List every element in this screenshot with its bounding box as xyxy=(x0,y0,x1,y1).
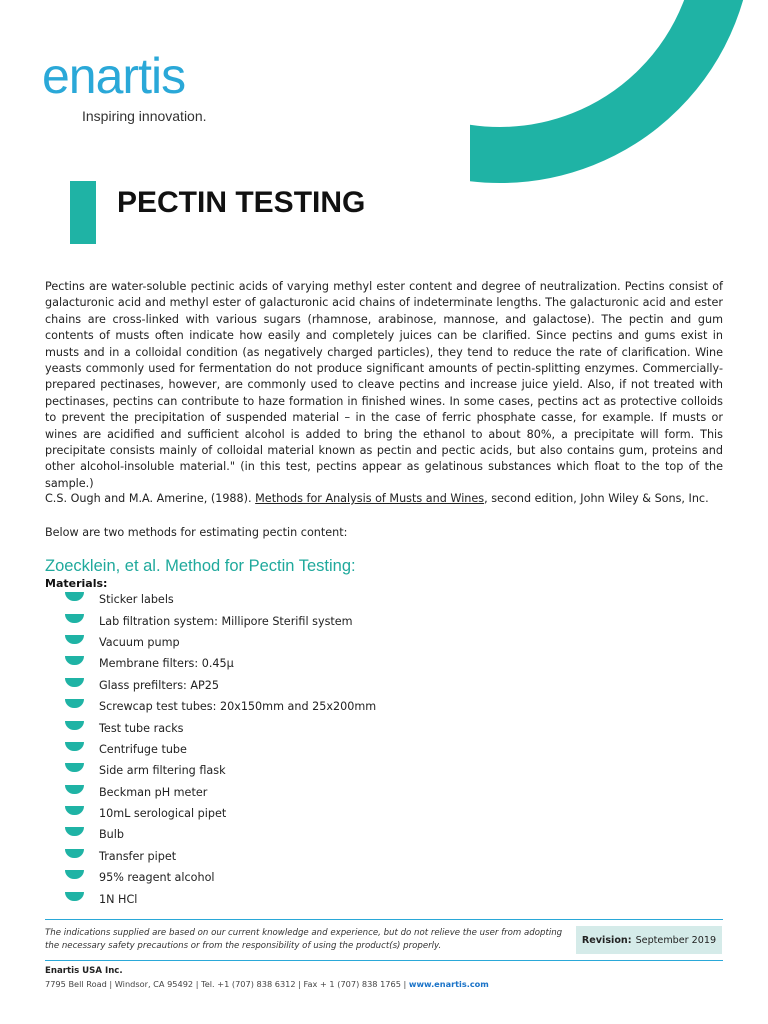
list-item xyxy=(65,867,376,888)
list-item-label: Membrane filters: 0.45µ xyxy=(99,657,234,671)
list-item xyxy=(65,782,376,803)
disclaimer: The indications supplied are based on our current knowledge and experience, but do not relieve the user from adopting the necessary safety precautions or from the responsibility of using the product(s) properly. xyxy=(45,928,563,951)
bullet-icon xyxy=(65,721,84,730)
logo-tagline: Inspiring innovation. xyxy=(82,108,207,124)
intro-paragraph: Pectins are water-soluble pectinic acids of varying methyl ester content and degree of neutralization. Pectins consist of galacturonic acid and methyl ester of galacturonic acid chains of indeterminate lengths. The galacturonic acid and ester chains are cross-linked with various sugars (rhamnose, arabinose, mannose, and galactose). The pectin and gum contents of musts often indicate how easily and completely juices can be clarified. Since pectins and gums exist in musts and in a colloidal condition (as negatively charged particles), they tend to reduce the rate of clarification. Wine yeasts commonly used for fermentation do not produce significant amounts of pectin-splitting enzymes. Commercially-prepared pectinases, however, are commonly used to cleave pectins and increase juice yield. Also, if not treated with pectinases, pectins can contribute to haze formation in finished wines. In some cases, pectins act as protective colloids to prevent the precipitation of suspended material – in the case of ferric phosphate casse, for example. If musts or wines are acidified and sufficient alcohol is added to bring the ethanol to about 80%, a precipitate will form. This precipitate consists mainly of colloidal material known as pectin and pectic acids, but also contains gum, proteins and other alcohol-insoluble material." (in this test, pectins appear as gelatinous substances which float to the top of the sample.) xyxy=(45,280,723,490)
bullet-icon xyxy=(65,678,84,687)
list-item xyxy=(65,846,376,867)
arc-shape xyxy=(470,0,725,155)
decorative-arc xyxy=(470,0,768,210)
website-link[interactable]: www.enartis.com xyxy=(408,979,489,989)
citation xyxy=(45,491,723,507)
title-accent-bar xyxy=(70,181,96,244)
list-item xyxy=(65,803,376,824)
citation-book-title: Methods for Analysis of Musts and Wines xyxy=(255,492,485,505)
footer-divider-bottom xyxy=(45,960,723,961)
bullet-icon xyxy=(65,849,84,858)
list-item xyxy=(65,653,376,674)
list-item-label: Centrifuge tube xyxy=(99,742,187,756)
list-item-label: Screwcap test tubes: 20x150mm and 25x200mm xyxy=(99,700,377,714)
list-item-label: 1N HCl xyxy=(99,892,138,906)
list-item xyxy=(65,824,376,845)
list-item-label: Test tube racks xyxy=(99,721,184,735)
bullet-icon xyxy=(65,614,84,623)
citation-rest: , second edition, John Wiley & Sons, Inc. xyxy=(484,492,709,505)
revision-label: Revision: xyxy=(581,934,632,946)
list-item xyxy=(65,675,376,696)
list-item xyxy=(65,632,376,653)
revision-badge xyxy=(576,926,722,954)
list-item-label: Sticker labels xyxy=(99,593,174,607)
list-item-label: 10mL serological pipet xyxy=(99,807,227,821)
list-item xyxy=(65,888,376,909)
company-address xyxy=(45,979,489,989)
bullet-icon xyxy=(65,742,84,751)
list-item xyxy=(65,760,376,781)
page-title: PECTIN TESTING xyxy=(117,186,366,219)
list-item-label: Beckman pH meter xyxy=(99,785,208,799)
list-item-label: Glass prefilters: AP25 xyxy=(99,678,219,692)
bullet-icon xyxy=(65,656,84,665)
list-item-label: 95% reagent alcohol xyxy=(99,871,215,885)
list-item xyxy=(65,739,376,760)
bullet-icon xyxy=(65,592,84,601)
bullet-icon xyxy=(65,763,84,772)
company-logo xyxy=(42,48,252,124)
materials-list xyxy=(65,589,376,910)
company-name: Enartis USA Inc. xyxy=(45,966,123,976)
list-item xyxy=(65,610,376,631)
list-item-label: Vacuum pump xyxy=(99,635,180,649)
bullet-icon xyxy=(65,892,84,901)
bullet-icon xyxy=(65,806,84,815)
list-item-label: Lab filtration system: Millipore Sterifil system xyxy=(99,614,353,628)
bullet-icon xyxy=(65,635,84,644)
bullet-icon xyxy=(65,699,84,708)
address-text: 7795 Bell Road | Windsor, CA 95492 | Tel. +1 (707) 838 6312 | Fax + 1 (707) 838 1765 | xyxy=(45,979,409,989)
materials-label: Materials: xyxy=(45,577,108,590)
list-item xyxy=(65,589,376,610)
logo-wordmark: enartis xyxy=(42,48,186,104)
bullet-icon xyxy=(65,827,84,836)
citation-authors: C.S. Ough and M.A. Amerine, (1988). xyxy=(45,492,256,505)
bullet-icon xyxy=(65,870,84,879)
bullet-icon xyxy=(65,785,84,794)
section-heading: Zoecklein, et al. Method for Pectin Testing: xyxy=(45,557,356,575)
list-item-label: Transfer pipet xyxy=(99,849,177,863)
list-item-label: Side arm filtering flask xyxy=(99,764,226,778)
revision-date: September 2019 xyxy=(635,934,717,946)
list-item xyxy=(65,696,376,717)
footer-divider-top xyxy=(45,919,723,920)
list-item-label: Bulb xyxy=(99,828,124,842)
methods-intro: Below are two methods for estimating pectin content: xyxy=(45,526,348,539)
list-item xyxy=(65,717,376,738)
